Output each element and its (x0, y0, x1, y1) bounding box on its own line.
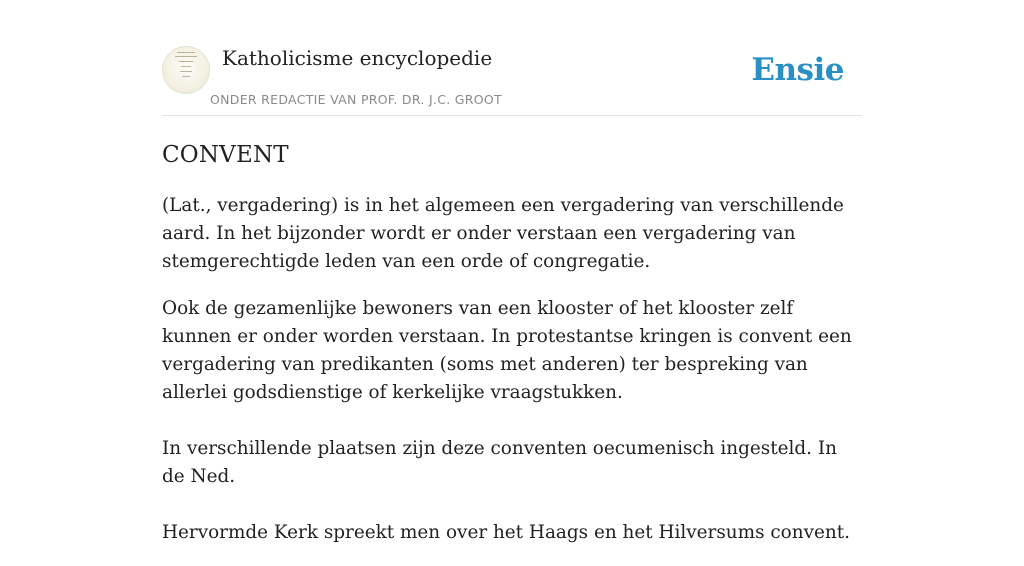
page (162, 0, 862, 543)
article-body (162, 192, 862, 566)
brand-logo[interactable]: Ensie (751, 52, 844, 88)
article-title: CONVENT (162, 142, 289, 168)
paragraph: Hervormde Kerk spreekt men over het Haags en het Hilversums convent. (162, 522, 850, 543)
site-title[interactable]: Katholicisme encyclopedie (222, 46, 493, 70)
paragraph: (Lat., vergadering) is in het algemeen een vergadering van verschillende aard. In het bijzonder wordt er onder verstaan een vergadering van stemgerechtigde leden van een orde of congregatie. (162, 195, 844, 272)
header (162, 0, 862, 116)
book-cover-icon[interactable] (162, 46, 210, 94)
paragraph: In verschillende plaatsen zijn deze conventen oecumenisch ingesteld. In de Ned. (162, 438, 837, 487)
paragraph: Ook de gezamenlijke bewoners van een klooster of het klooster zelf kunnen er onder worden verstaan. In protestantse kringen is convent een vergadering van predikanten (soms met anderen) ter bespreking van allerlei godsdienstige of kerkelijke vraagstukken. (162, 298, 852, 403)
editor-subtitle: ONDER REDACTIE VAN PROF. DR. J.C. GROOT (210, 92, 502, 107)
